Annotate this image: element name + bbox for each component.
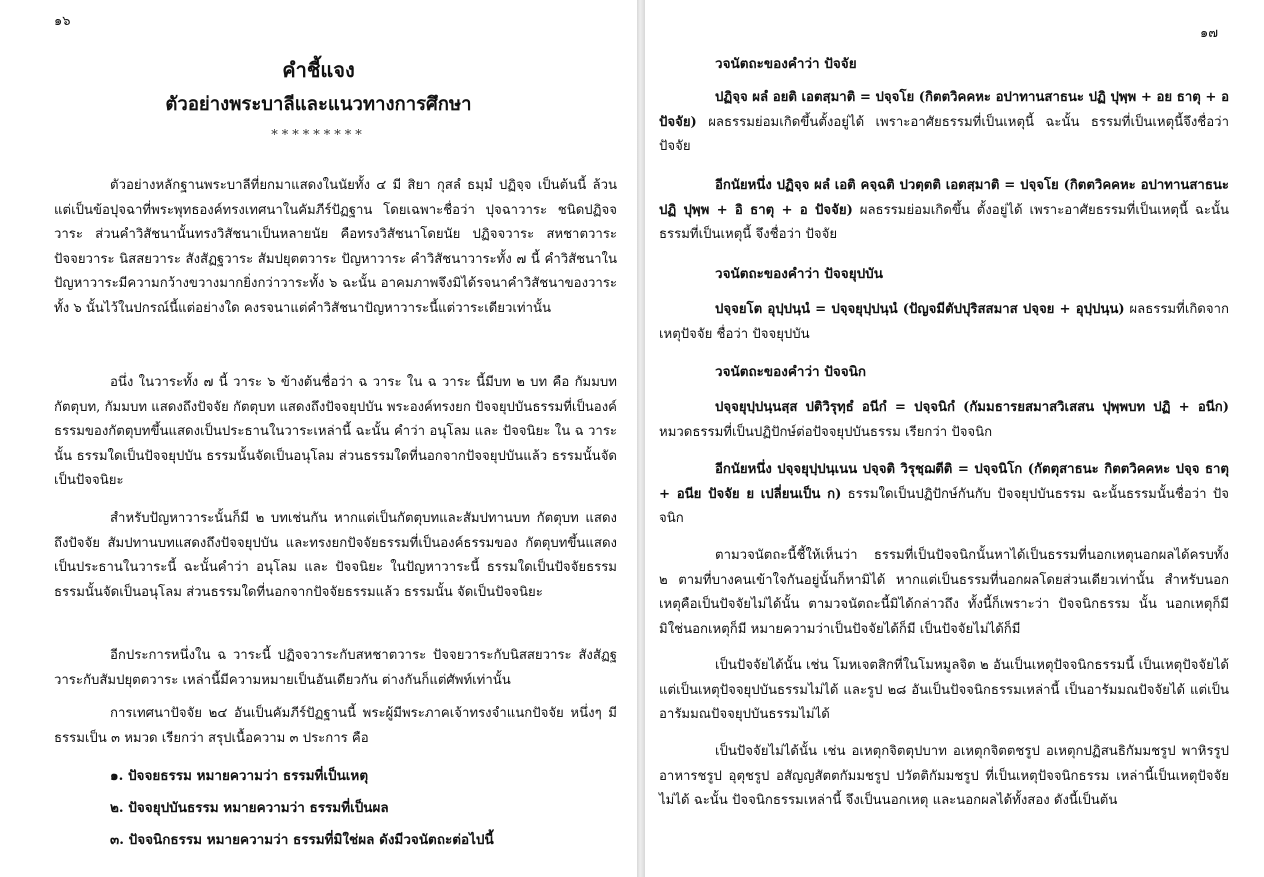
book-gutter bbox=[637, 0, 645, 877]
list-item-3: ๓. ปัจจนิกธรรม หมายความว่า ธรรมที่มิใช่ผล ดังมีวจนัตถะต่อไปนี้ bbox=[110, 832, 494, 848]
paragraph-text: ผลธรรมที่เกิดจากเหตุปัจจัย ชื่อว่า ปัจจยุปบัน bbox=[659, 302, 1229, 342]
section-heading-paccayuppanna: วจนัตถะของคำว่า ปัจจยุปบัน bbox=[715, 266, 883, 282]
list-item-1: ๑. ปัจจยธรรม หมายความว่า ธรรมที่เป็นเหตุ bbox=[110, 768, 369, 784]
paragraph-paccanika-1 bbox=[659, 396, 1229, 445]
page-subtitle: ตัวอย่างพระบาลีและแนวทางการศึกษา bbox=[165, 94, 472, 115]
section-heading-paccaya: วจนัตถะของคำว่า ปัจจัย bbox=[715, 56, 857, 72]
paragraph-3 bbox=[54, 507, 617, 605]
paragraph-4 bbox=[54, 644, 617, 693]
page-number-right: ๑๗ bbox=[1199, 26, 1218, 41]
paragraph-5 bbox=[54, 702, 617, 751]
paragraph-text: อีกประการหนึ่งใน ฉ วาระนี้ ปฏิจจวาระกับสหชาตวาระ ปัจจยวาระกับนิสสยวาระ สังสัฏฐวาระกับสัมปยุตตวาระ เหล่านี้มีความหมายเป็นอันเดียวกัน ต่างกันก็แต่ศัพท์เท่านั้น bbox=[54, 648, 617, 688]
paragraph-paccayuppanna bbox=[659, 298, 1229, 347]
page-title: คำชี้แจง bbox=[282, 58, 355, 82]
list-item-2: ๒. ปัจจยุปบันธรรม หมายความว่า ธรรมที่เป็นผล bbox=[110, 800, 389, 816]
paragraph-text: หมวดธรรมที่เป็นปฏิปักษ์ต่อปัจจยุปบันธรรม เรียกว่า ปัจจนิก bbox=[659, 424, 993, 440]
pali-text: อีกนัยหนึ่ง ปฏิจฺจ ผลํ เอติ คจฺฉติ ปวตฺตติ เอตสฺมาติ = ปจฺจโย (กิตตวิคคหะ อปาทานสาธนะ ปฏิ ปุพฺพ + อิ ธาตุ + อ ปัจจัย) bbox=[659, 178, 1229, 218]
paragraph-text: ธรรมใดเป็นปฏิปักษ์กันกับ ปัจจยุปบันธรรม ฉะนั้นธรรมนั้นชื่อว่า ปัจจนิก bbox=[659, 486, 1229, 526]
paragraph-text: อนึ่ง ในวาระทั้ง ๗ นี้ วาระ ๖ ข้างต้นชื่อว่า ฉ วาระ ใน ฉ วาระ นี้มีบท ๒ บท คือ กัมมบท กัตตุบท, กัมมบท แสดงถึงปัจจัย กัตตุบท แสดงถึงปัจจยุปบัน พระองค์ทรงยก ปัจจยุปบันธรรมที่เป็นองค์ธรรมของกัตตุบทขึ้นแสดงเป็นประธานในวาระเหล่านี้ ฉะนั้น คำว่า อนุโลม และ ปัจจนิยะ ใน ฉ วาระ นั้น ธรรมใดเป็นปัจจยุปบัน ธรรมนั้นจัดเป็นอนุโลม ส่วนธรรมใดที่นอกจากปัจจยุปบันแล้ว ธรรมนั้นจัดเป็นปัจจนิยะ bbox=[54, 375, 617, 488]
paragraph-text: ผลธรรมย่อมเกิดขึ้นตั้งอยู่ได้ เพราะอาศัยธรรมที่เป็นเหตุนี้ ฉะนั้น ธรรมที่เป็นเหตุนี้จึงชื่อว่า ปัจจัย bbox=[659, 114, 1229, 154]
paragraph-text: การเทศนาปัจจัย ๒๔ อันเป็นคัมภีร์ปัฏฐานนี้ พระผู้มีพระภาคเจ้าทรงจำแนกปัจจัย หนึ่งๆ มีธรรมเป็น ๓ หมวด เรียกว่า สรุปเนื้อความ ๓ ประการ คือ bbox=[54, 706, 617, 746]
paragraph-2 bbox=[54, 371, 617, 494]
paragraph-paccaya-2 bbox=[659, 174, 1229, 248]
paragraph-explanation-2 bbox=[659, 654, 1229, 728]
paragraph-1 bbox=[54, 174, 617, 321]
paragraph-text: ตัวอย่างหลักฐานพระบาลีที่ยกมาแสดงในนัยทั้ง ๔ มี สิยา กุสลํ ธมฺมํ ปฏิจฺจ เป็นต้นนี้ ล้วนแต่เป็นข้อปุจฉาที่พระพุทธองค์ทรงเทศนาในคัมภีร์ปัฏฐาน โดยเฉพาะชื่อว่า ปุจฉาวาระ ชนิดปฏิจจวาระ ส่วนคำวิสัชนานั้นทรงวิสัชนาเป็นหลายนัย คือทรงวิสัชนาโดยนัย ปฏิจจวาระ สหชาตวาระ ปัจจยวาระ นิสสยวาระ สังสัฏฐวาระ สัมปยุตตวาระ ปัญหาวาระ คำวิสัชนาวาระทั้ง ๗ นี้ คำวิสัชนาในปัญหาวาระมีความกว้างขวางมากยิ่งกว่าวาระทั้ง ๖ ฉะนั้น อาคมภาพจึงมิได้รจนาคำวิสัชนาของวาระทั้ง ๖ นั้นไว้ในปกรณ์นี้แต่อย่างใด คงรจนาแต่คำวิสัชนาปัญหาวาระนี้แต่วาระเดียวเท่านั้น bbox=[54, 178, 617, 316]
paragraph-text: เป็นปัจจัยไม่ได้นั้น เช่น อเหตุกจิตตุปบาท อเหตุกจิตตชรูป อเหตุกปฏิสนธิกัมมชรูป พาหิรรูป อาหารชรูป อุตุชรูป อสัญญสัตตกัมมชรูป ปวัตติกัมมชรูป ที่เป็นเหตุปัจจนิกธรรม เหล่านี้เป็นเหตุปัจจัยไม่ได้ ฉะนั้น ปัจจนิกธรรมเหล่านี้ จึงเป็นนอกเหตุ และนอกผลได้ทั้งสอง ดังนี้เป็นต้น bbox=[659, 744, 1229, 808]
pali-text: ปจฺจยุปฺปนฺนสฺส ปติวิรุทฺธํ อนีกํ = ปจฺจนิกํ (กัมมธารยสมาสวิเสสน ปุพฺพบท ปฏิ + อนีก) bbox=[715, 400, 1229, 415]
pali-text: อีกนัยหนึ่ง ปจฺจยุปฺปนฺเนน ปจฺจติ วิรุชฺฌตีติ = ปจฺจนิโก (กัตตุสาธนะ กิตตวิคคหะ ปจฺจ ธาตุ + อนีย ปัจจัย ย เปลี่ยนเป็น ก) bbox=[659, 462, 1229, 502]
page-number-left: ๑๖ bbox=[54, 14, 71, 29]
paragraph-paccanika-2 bbox=[659, 458, 1229, 532]
paragraph-text: ผลธรรมย่อมเกิดขึ้น ตั้งอยู่ได้ เพราะอาศัยธรรมที่เป็นเหตุนี้ ฉะนั้นธรรมที่เป็นเหตุนี้ จึงชื่อว่า ปัจจัย bbox=[659, 202, 1229, 242]
pali-text: ปจฺจยโต อุปฺปนฺนํ = ปจฺจยุปฺปนฺนํ (ปัญจมีตัปปุริสสมาส ปจฺจย + อุปฺปนฺน) bbox=[715, 302, 1125, 317]
paragraph-text: เป็นปัจจัยได้นั้น เช่น โมหเจตสิกที่ในโมหมูลจิต ๒ อันเป็นเหตุปัจจนิกธรรมนี้ เป็นเหตุปัจจัยได้ แต่เป็นเหตุปัจจยุปบันธรรมไม่ได้ และรูป ๒๘ อันเป็นปัจจนิกธรรมเหล่านี้ เป็นอารัมมณปัจจัยได้ แต่เป็นอารัมมณปัจจยุปบันธรรมไม่ได้ bbox=[659, 658, 1229, 722]
title-divider-stars: ********* bbox=[271, 128, 366, 143]
pali-text: ปฏิจฺจ ผลํ อยติ เอตสฺมาติ = ปจฺจโย (กิตตวิคคหะ อปาทานสาธนะ ปฏิ ปุพฺพ + อย ธาตุ + อ ปัจจัย) bbox=[659, 90, 1229, 130]
paragraph-explanation-3 bbox=[659, 740, 1229, 814]
paragraph-paccaya-1 bbox=[659, 86, 1229, 160]
paragraph-text: สำหรับปัญหาวาระนั้นก็มี ๒ บทเช่นกัน หากแต่เป็นกัตตุบทและสัมปทานบท กัตตุบท แสดงถึงปัจจัย สัมปทานบทแสดงถึงปัจจยุปบัน และทรงยกปัจจัยธรรมที่เป็นองค์ธรรมของ กัตตุบทขึ้นแสดงเป็นประธานในวาระนี้ ฉะนั้นคำว่า อนุโลม และ ปัจจนิยะ ในปัญหาวาระนี้ ธรรมใดเป็นปัจจัยธรรม ธรรมนั้นจัดเป็นอนุโลม ส่วนธรรมใดที่นอกจากปัจจัยธรรมแล้ว ธรรมนั้น จัดเป็นปัจจนิยะ bbox=[54, 511, 617, 600]
right-page bbox=[645, 0, 1264, 877]
paragraph-text: ตามวจนัตถะนี้ชี้ให้เห็นว่า ธรรมที่เป็นปัจจนิกนั้นหาได้เป็นธรรมที่นอกเหตุนอกผลได้ครบทั้ง ๒ ตามที่บางคนเข้าใจกันอยู่นั้นก็หามิได้ หากแต่เป็นธรรมที่นอกผลโดยส่วนเดียวเท่านั้น สำหรับนอกเหตุคือเป็นปัจจัยไม่ได้นั้น ตามวจนัตถะนี้มิได้กล่าวถึง ทั้งนี้ก็เพราะว่า ปัจจนิกธรรม นั้น นอกเหตุก็มี มิใช่นอกเหตุก็มี หมายความว่าเป็นปัจจัยได้ก็มี เป็นปัจจัยไม่ได้ก็มี bbox=[659, 548, 1229, 637]
paragraph-explanation-1 bbox=[659, 544, 1229, 642]
section-heading-paccanika: วจนัตถะของคำว่า ปัจจนิก bbox=[715, 364, 867, 380]
